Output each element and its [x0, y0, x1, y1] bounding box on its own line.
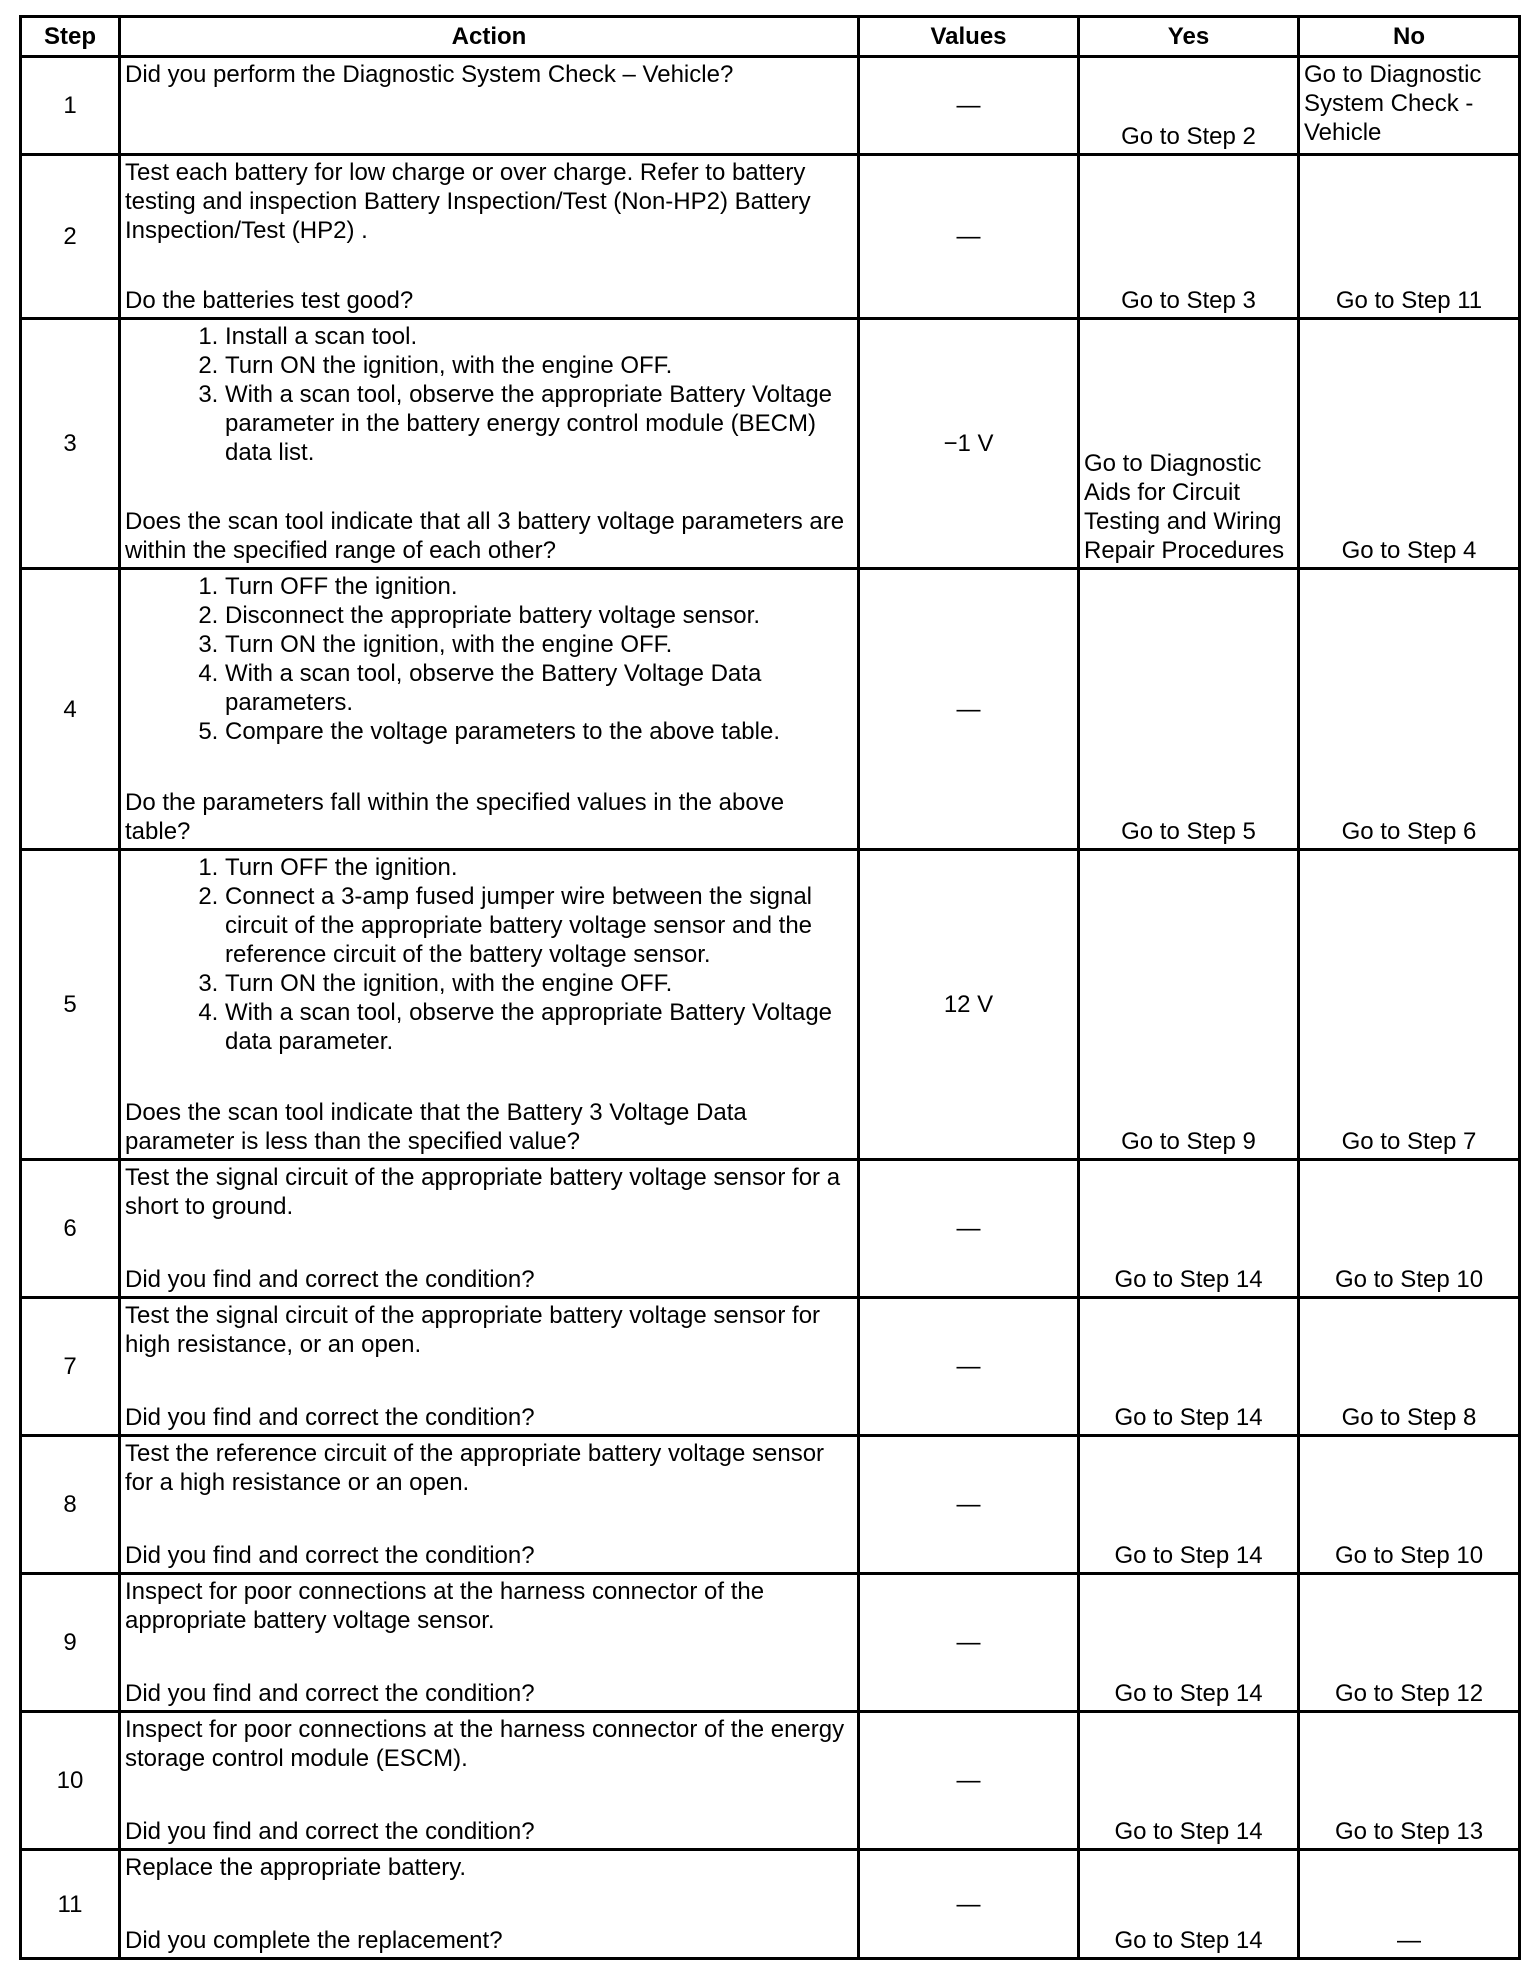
action-cell — [120, 155, 859, 319]
action-text: Test the signal circuit of the appropriate battery voltage sensor for high resistance, or an open. — [125, 1302, 821, 1358]
no-cell: Go to Step 13 — [1299, 1712, 1520, 1850]
action-question: Does the scan tool indicate that all 3 battery voltage parameters are within the specified range of each other? — [125, 508, 845, 564]
header-row — [21, 17, 1520, 57]
action-text: Inspect for poor connections at the harness connector of the appropriate battery voltage sensor. — [125, 1578, 765, 1634]
value-cell: — — [859, 1298, 1079, 1436]
table-row — [21, 1298, 1520, 1436]
header-action: Action — [120, 17, 859, 57]
value-cell: — — [859, 1160, 1079, 1298]
yes-cell: Go to Step 9 — [1079, 850, 1299, 1160]
step-number: 9 — [21, 1574, 120, 1712]
yes-cell: Go to Step 5 — [1079, 569, 1299, 850]
action-cell — [120, 1712, 859, 1850]
action-cell — [120, 1298, 859, 1436]
value-cell: — — [859, 1574, 1079, 1712]
action-question: Did you complete the replacement? — [125, 1927, 503, 1954]
action-question: Do the parameters fall within the specified values in the above table? — [125, 789, 785, 845]
value-cell: −1 V — [859, 319, 1079, 569]
step-number: 10 — [21, 1712, 120, 1850]
yes-cell: Go to Step 3 — [1079, 155, 1299, 319]
action-step-item: 1. Turn OFF the ignition. — [225, 572, 853, 601]
value-cell: — — [859, 569, 1079, 850]
action-step-item: 2. Disconnect the appropriate battery voltage sensor. — [225, 601, 853, 630]
no-cell: — — [1299, 1850, 1520, 1959]
table-row — [21, 1436, 1520, 1574]
table-row — [21, 1850, 1520, 1959]
step-number: 5 — [21, 850, 120, 1160]
action-question: Did you find and correct the condition? — [125, 1680, 535, 1707]
action-step-item: 4. With a scan tool, observe the Battery Voltage Data parameters. — [225, 659, 853, 717]
no-cell: Go to Diagnostic System Check - Vehicle — [1299, 57, 1520, 155]
yes-cell: Go to Step 14 — [1079, 1850, 1299, 1959]
action-steps-list — [125, 572, 853, 746]
no-cell: Go to Step 7 — [1299, 850, 1520, 1160]
action-question: Did you find and correct the condition? — [125, 1818, 535, 1845]
action-cell — [120, 569, 859, 850]
header-values: Values — [859, 17, 1079, 57]
yes-cell: Go to Step 14 — [1079, 1574, 1299, 1712]
no-cell: Go to Step 12 — [1299, 1574, 1520, 1712]
no-cell: Go to Step 10 — [1299, 1160, 1520, 1298]
value-cell: 12 V — [859, 850, 1079, 1160]
value-cell: — — [859, 1436, 1079, 1574]
action-text: Did you perform the Diagnostic System Check – Vehicle? — [125, 61, 734, 88]
action-question: Do the batteries test good? — [125, 287, 414, 314]
no-cell: Go to Step 4 — [1299, 319, 1520, 569]
action-cell — [120, 850, 859, 1160]
action-step-item: 2. Connect a 3-amp fused jumper wire between the signal circuit of the appropriate battery voltage sensor and the reference circuit of the battery voltage sensor. — [225, 882, 853, 969]
action-step-item: 5. Compare the voltage parameters to the above table. — [225, 717, 853, 746]
step-number: 7 — [21, 1298, 120, 1436]
action-steps-list — [125, 322, 853, 467]
step-number: 3 — [21, 319, 120, 569]
action-step-item: 3. With a scan tool, observe the appropriate Battery Voltage parameter in the battery energy control module (BECM) data list. — [225, 380, 853, 467]
action-text: Replace the appropriate battery. — [125, 1854, 467, 1881]
table-row — [21, 1712, 1520, 1850]
step-number: 11 — [21, 1850, 120, 1959]
step-number: 1 — [21, 57, 120, 155]
header-step: Step — [21, 17, 120, 57]
action-step-item: 2. Turn ON the ignition, with the engine OFF. — [225, 351, 853, 380]
table-row — [21, 1160, 1520, 1298]
no-cell: Go to Step 10 — [1299, 1436, 1520, 1574]
action-cell — [120, 319, 859, 569]
value-cell: — — [859, 1712, 1079, 1850]
action-cell — [120, 57, 859, 155]
action-step-item: 1. Turn OFF the ignition. — [225, 853, 853, 882]
yes-cell: Go to Diagnostic Aids for Circuit Testing and Wiring Repair Procedures — [1079, 319, 1299, 569]
step-number: 8 — [21, 1436, 120, 1574]
action-step-item: 3. Turn ON the ignition, with the engine OFF. — [225, 969, 853, 998]
action-text: Test the signal circuit of the appropriate battery voltage sensor for a short to ground. — [125, 1164, 841, 1220]
action-text: Test each battery for low charge or over charge. Refer to battery testing and inspection Battery Inspection/Test (Non-HP2) Battery Inspection/Test (HP2) . — [125, 159, 811, 244]
table-row — [21, 1574, 1520, 1712]
table-row — [21, 155, 1520, 319]
value-cell: — — [859, 1850, 1079, 1959]
step-number: 6 — [21, 1160, 120, 1298]
action-question: Did you find and correct the condition? — [125, 1542, 535, 1569]
table-row — [21, 850, 1520, 1160]
value-cell: — — [859, 155, 1079, 319]
action-cell — [120, 1436, 859, 1574]
header-no: No — [1299, 17, 1520, 57]
header-yes: Yes — [1079, 17, 1299, 57]
table-row — [21, 569, 1520, 850]
yes-cell: Go to Step 2 — [1079, 57, 1299, 155]
step-number: 4 — [21, 569, 120, 850]
table-row — [21, 319, 1520, 569]
action-text: Test the reference circuit of the appropriate battery voltage sensor for a high resistance or an open. — [125, 1440, 825, 1496]
action-step-item: 3. Turn ON the ignition, with the engine OFF. — [225, 630, 853, 659]
value-cell: — — [859, 57, 1079, 155]
yes-cell: Go to Step 14 — [1079, 1160, 1299, 1298]
yes-cell: Go to Step 14 — [1079, 1712, 1299, 1850]
diagnostic-table — [19, 15, 1521, 1960]
no-cell: Go to Step 8 — [1299, 1298, 1520, 1436]
action-cell — [120, 1574, 859, 1712]
no-cell: Go to Step 6 — [1299, 569, 1520, 850]
action-step-item: 4. With a scan tool, observe the appropriate Battery Voltage data parameter. — [225, 998, 853, 1056]
yes-cell: Go to Step 14 — [1079, 1436, 1299, 1574]
action-cell — [120, 1160, 859, 1298]
no-cell: Go to Step 11 — [1299, 155, 1520, 319]
action-question: Did you find and correct the condition? — [125, 1404, 535, 1431]
step-number: 2 — [21, 155, 120, 319]
action-cell — [120, 1850, 859, 1959]
table-row — [21, 57, 1520, 155]
action-steps-list — [125, 853, 853, 1056]
action-step-item: 1. Install a scan tool. — [225, 322, 853, 351]
action-text: Inspect for poor connections at the harness connector of the energy storage control module (ESCM). — [125, 1716, 845, 1772]
yes-cell: Go to Step 14 — [1079, 1298, 1299, 1436]
action-question: Did you find and correct the condition? — [125, 1266, 535, 1293]
action-question: Does the scan tool indicate that the Battery 3 Voltage Data parameter is less than the specified value? — [125, 1099, 747, 1155]
